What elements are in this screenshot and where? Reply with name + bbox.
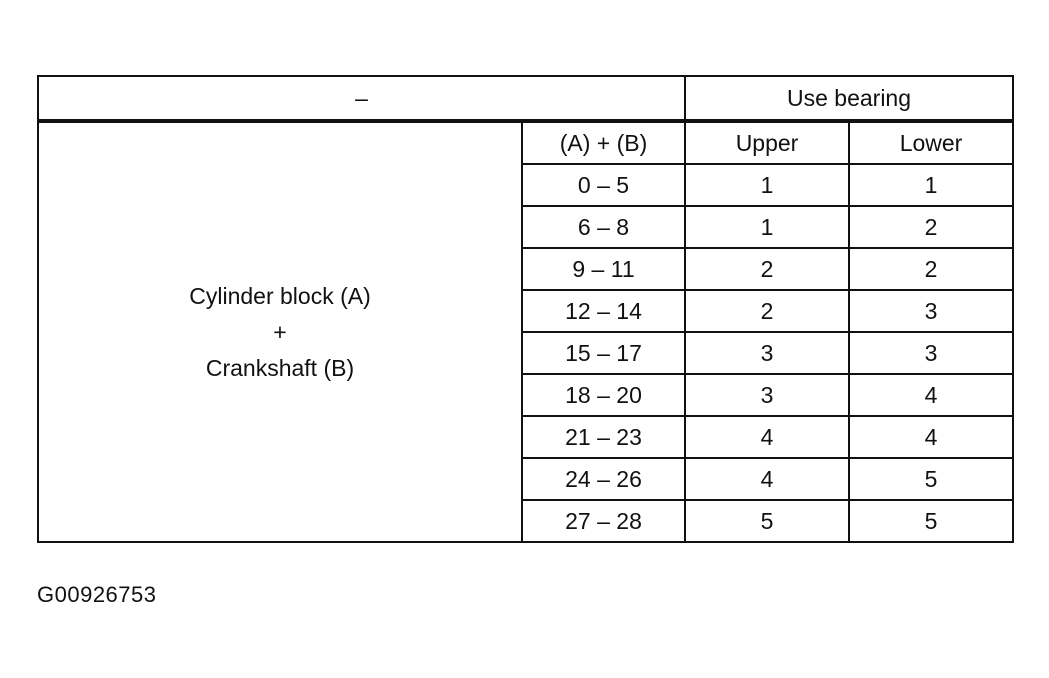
range-cell: 0 – 5 [522, 164, 685, 206]
lower-cell: 4 [849, 374, 1013, 416]
range-cell: 27 – 28 [522, 500, 685, 542]
upper-cell: 3 [685, 332, 849, 374]
range-cell: 12 – 14 [522, 290, 685, 332]
upper-header-cell: Upper [685, 121, 849, 164]
lower-cell: 4 [849, 416, 1013, 458]
figure-id-label: G00926753 [37, 582, 157, 607]
range-cell: 18 – 20 [522, 374, 685, 416]
range-cell: 15 – 17 [522, 332, 685, 374]
lower-cell: 5 [849, 500, 1013, 542]
upper-cell: 5 [685, 500, 849, 542]
lower-cell: 2 [849, 248, 1013, 290]
range-cell: 6 – 8 [522, 206, 685, 248]
upper-cell: 1 [685, 206, 849, 248]
lower-cell: 3 [849, 290, 1013, 332]
upper-cell: 3 [685, 374, 849, 416]
bearing-selection-table [37, 75, 1014, 543]
lower-header-cell: Lower [849, 121, 1013, 164]
sum-header-cell: (A) + (B) [522, 121, 685, 164]
lower-cell: 1 [849, 164, 1013, 206]
upper-cell: 4 [685, 458, 849, 500]
use-bearing-header-cell: Use bearing [685, 76, 1013, 121]
table-header-row [38, 76, 1013, 121]
upper-cell: 4 [685, 416, 849, 458]
lower-cell: 2 [849, 206, 1013, 248]
upper-cell: 2 [685, 248, 849, 290]
plus-sign-label: + [273, 319, 287, 345]
crankshaft-label: Crankshaft (B) [205, 355, 355, 381]
range-cell: 21 – 23 [522, 416, 685, 458]
cylinder-block-label: Cylinder block (A) [189, 283, 371, 309]
upper-cell: 1 [685, 164, 849, 206]
upper-cell: 2 [685, 290, 849, 332]
table-subheader-row [38, 121, 1013, 164]
lower-cell: 3 [849, 332, 1013, 374]
lower-cell: 5 [849, 458, 1013, 500]
row-label-cell [38, 121, 522, 542]
range-cell: 9 – 11 [522, 248, 685, 290]
blank-header-cell: – [38, 76, 685, 121]
range-cell: 24 – 26 [522, 458, 685, 500]
